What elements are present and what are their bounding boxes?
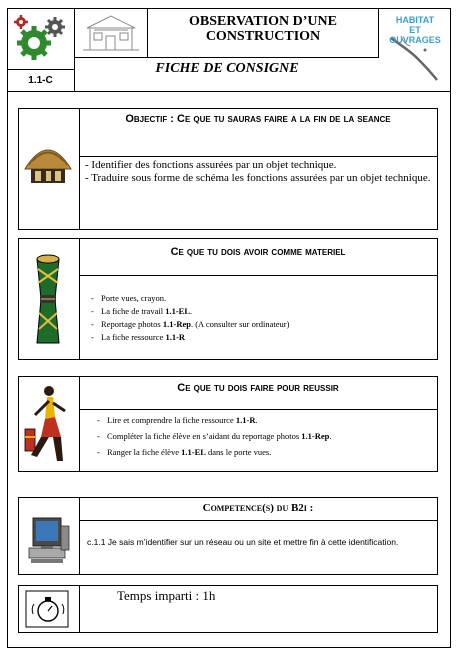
faire-item-1: - Lire et comprendre la fiche ressource 1.1-R.	[107, 412, 437, 428]
hut-icon	[19, 109, 77, 229]
faire-title: Ce que tu dois faire pour reussir	[79, 377, 437, 410]
theme-label-3: OUVRAGES	[389, 35, 441, 45]
temps-icon-cell	[19, 586, 80, 632]
sheet-title	[148, 8, 379, 58]
title-line-1: OBSERVATION D’UNE	[189, 14, 337, 29]
stopwatch-icon	[19, 586, 77, 632]
competence-text: c.1.1 Je sais m’identifier sur un réseau ou un site et mettre fin à cette identification.	[87, 537, 399, 547]
section-faire	[18, 376, 438, 472]
gears-logo-cell	[7, 8, 75, 70]
sheet-code: 1.1-C	[7, 70, 75, 92]
competence-title: Competence(s) du B2i :	[79, 498, 437, 521]
drum-icon	[19, 239, 77, 359]
materiel-item-1: - Porte vues, crayon.	[101, 292, 437, 305]
materiel-body	[79, 275, 437, 359]
gears-icon	[7, 8, 73, 68]
materiel-item-2: - La fiche de travail 1.1-EL.	[101, 305, 437, 318]
competence-icon-cell	[19, 498, 80, 574]
materiel-item-4: - La fiche ressource 1.1-R	[101, 331, 437, 344]
computer-icon	[19, 498, 77, 574]
house-cell	[75, 8, 148, 58]
temps-text: Temps imparti : 1h	[117, 588, 216, 603]
faire-item-2: - Compléter la fiche élève en s’aidant du reportage photos 1.1-Rep.	[107, 428, 437, 444]
materiel-title: Ce que tu dois avoir comme materiel	[79, 239, 437, 276]
materiel-item-3: - Reportage photos 1.1-Rep. (A consulter sur ordinateur)	[101, 318, 437, 331]
section-temps	[18, 585, 438, 633]
house-icon	[75, 8, 147, 56]
section-competence	[18, 497, 438, 575]
faire-item-3: - Ranger la fiche élève 1.1-EL dans le porte vues.	[107, 444, 437, 460]
objectif-item-2: - Traduire sous forme de schéma les fonctions assurées par un objet technique.	[85, 171, 431, 184]
materiel-icon-cell	[19, 239, 80, 359]
theme-map-cell	[379, 8, 451, 92]
sheet-subtitle: FICHE DE CONSIGNE	[75, 58, 379, 92]
faire-icon-cell	[19, 377, 80, 471]
section-materiel	[18, 238, 438, 360]
theme-label-2: ET	[409, 25, 421, 35]
objectif-body	[79, 156, 437, 229]
faire-list	[79, 412, 437, 460]
title-line-2: CONSTRUCTION	[205, 29, 321, 44]
theme-label-1: HABITAT	[395, 15, 435, 25]
faire-body	[79, 409, 437, 471]
materiel-list	[79, 292, 437, 344]
section-objectif	[18, 108, 438, 230]
objectif-item-1: - Identifier des fonctions assurées par un objet technique.	[85, 159, 337, 171]
objectif-title: Objectif : Ce que tu sauras faire a la fin de la seance	[79, 109, 437, 157]
objectif-icon-cell	[19, 109, 80, 229]
dancer-icon	[19, 377, 77, 471]
